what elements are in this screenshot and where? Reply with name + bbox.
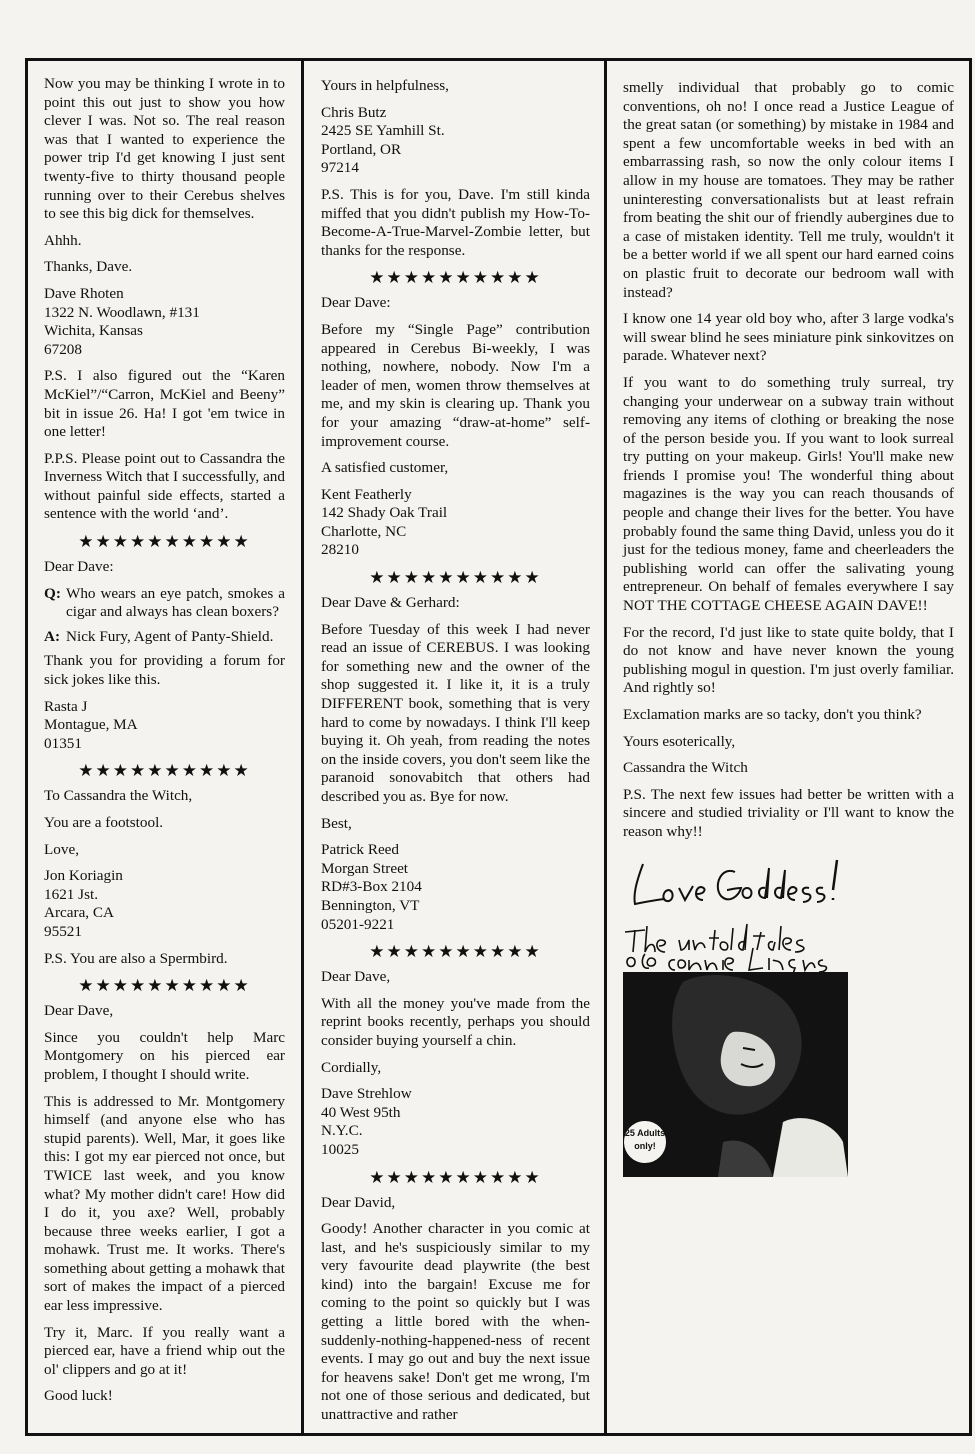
address-line: Montague, MA: [44, 716, 138, 734]
address-line: 142 Shady Oak Trail: [321, 504, 448, 522]
star-divider: ★★★★★★★★★★: [369, 942, 542, 963]
address-line: 97214: [321, 159, 359, 177]
address-line: Arcara, CA: [44, 904, 114, 922]
letter-paragraph: For the record, I'd just like to state quite boldy, that I do not know and have never known the young publishing mogul in question. I'm just overly familiar. And rightly so!: [623, 623, 954, 697]
letter-paragraph: Since you couldn't help Marc Montgomery on his pierced ear problem, I thought I should write.: [44, 1028, 285, 1083]
handwritten-illustration: [623, 852, 848, 1182]
address-line: Charlotte, NC: [321, 522, 407, 540]
star-divider: ★★★★★★★★★★: [78, 976, 251, 997]
address-line: Chris Butz: [321, 103, 387, 121]
question-text: Who wears an eye patch, smokes a cigar and always has clean boxers?: [66, 584, 285, 621]
untold-tales-handwriting: [623, 918, 848, 974]
address-line: Dave Strehlow: [321, 1085, 412, 1103]
postscript: P.P.S. Please point out to Cassandra the Inverness Witch that I successfully, and without painful side effects, started a sentence with the world ‘and’.: [44, 449, 285, 523]
postscript: P.S. You are also a Spermbird.: [44, 949, 228, 967]
letter-paragraph: Goody! Another character in you comic at last, and he's suspiciously similar to my very favourite dead playwrite (the best kind) into the bargain! Excuse me for coming to the point so quickly but I was getting a little bored with the when-suddenly-nothing-happened-ness of recent events. I may go out and buy the next issue for heavens sake! Don't get me wrong, I'm not one of those serious and dedicated, but unattractive and rather: [321, 1220, 590, 1424]
letter-paragraph: This is addressed to Mr. Montgomery himself (and anyone else who has stupid parents). Well, Mar, it goes like this: I got my ear pierced not once, but TWICE last week, and you know what? My mother didn't care! How did I do it, you axe? Well, probably because three weeks earlier, I got a mohawk. Trust me. It works. There's something about getting a mohawk that sort of makes the impact of a pierced ear less impressive.: [44, 1092, 285, 1315]
star-divider: ★★★★★★★★★★: [369, 1167, 542, 1188]
sender-address: [44, 285, 285, 359]
letter-salutation: Dear Dave & Gerhard:: [321, 594, 460, 612]
column-1: [28, 61, 304, 1433]
sender-address: [321, 1085, 590, 1159]
letter-salutation: Dear Dave,: [321, 968, 391, 986]
address-line: Bennington, VT: [321, 896, 420, 914]
address-line: 28210: [321, 541, 359, 559]
address-line: Dave Rhoten: [44, 284, 124, 302]
letter-paragraph: Exclamation marks are so tacky, don't you think?: [623, 706, 922, 723]
letters-page: [25, 58, 972, 1436]
sticker-text: 25 Adults: [624, 1127, 666, 1138]
address-line: 1322 N. Woodlawn, #131: [44, 303, 200, 321]
sender-address: [321, 841, 590, 934]
letter-paragraph: If you want to do something truly surreal, try changing your underwear on a subway train without removing any items of clothing or breaking the nose of the person beside you. If you want to look surreal try putting on your makeup. Girls! You'll make new friends I promise you! The wonderful thing about magazines is the way you can reach thousands of people and change their lives for the better. You have probably found the same thing David, unless you do it just for the tedious money, fame and cheerleaders the publishing world can offer the salivating young entrepreneur. On behalf of females everywhere I say NOT THE COTTAGE CHEESE AGAIN DAVE!!: [623, 373, 954, 615]
star-divider: ★★★★★★★★★★: [369, 268, 542, 289]
address-line: Kent Featherly: [321, 485, 412, 503]
letter-closing: Cordially,: [321, 1058, 382, 1076]
star-divider: ★★★★★★★★★★: [78, 532, 251, 553]
address-line: Morgan Street: [321, 859, 409, 877]
postscript: P.S. This is for you, Dave. I'm still kinda miffed that you didn't publish my How-To-Become-A-True-Marvel-Zombie letter, but thanks for the response.: [321, 185, 590, 259]
letter-closing: Best,: [321, 814, 352, 832]
question: [44, 585, 285, 622]
address-line: N.Y.C.: [321, 1122, 363, 1140]
sender-address: [321, 486, 590, 560]
letter-paragraph: smelly individual that probably go to comic conventions, oh no! I once read a Justice League of the great satan (or something) by mistake in 1984 and spent a few uncomfortable weeks in bed with an embarrassing rash, so now the only colour items I allow in my house are tomatoes. They may be rather uninteresting conversationalists but at least refrain from beating the shit our of friendly aubergines due to a case of mistaken identity. Tell me truly, wouldn't it be a better world if we all spent our hard earned coins on plastic fruit to decorate our bedroom wall with instead?: [623, 79, 954, 301]
letter-paragraph: You are a footstool.: [44, 814, 164, 831]
question-label: Q:: [44, 584, 61, 602]
address-line: RD#3-Box 2104: [321, 878, 422, 896]
star-divider: ★★★★★★★★★★: [78, 761, 251, 782]
address-line: Wichita, Kansas: [44, 322, 143, 340]
letter-closing: Yours esoterically,: [623, 732, 736, 750]
letter-salutation: Dear Dave:: [44, 558, 114, 576]
column-2: [304, 61, 607, 1433]
illustration-figure: [623, 972, 848, 1177]
letter-closing: Good luck!: [44, 1387, 113, 1405]
letter-paragraph: Before Tuesday of this week I had never read an issue of CEREBUS. I was looking for something new and the owner of the shop suggested it. I like it, it is a truly DIFFERENT book, something that is very hard to come by nowadays. I think I'll keep buying it. Oh yeah, from reading the notes on the inside covers, you don't seem like the paranoid sonovabitch that others had described you as. Bye for now.: [321, 620, 590, 805]
letter-closing: Yours in helpfulness,: [321, 77, 449, 94]
address-line: Patrick Reed: [321, 841, 400, 859]
address-line: Rasta J: [44, 697, 88, 715]
sender-address: [321, 104, 590, 178]
letter-paragraph: Thank you for providing a forum for sick jokes like this.: [44, 652, 285, 689]
address-line: 05201-9221: [321, 915, 395, 933]
sender-address: [44, 867, 285, 941]
column-3: [607, 61, 969, 1433]
letter-paragraph: Now you may be thinking I wrote in to point this out just to show you how clever I was. Not so. The real reason was that I wanted to experience the power trip I'd get knowing I just sent twenty-five to thirty thousand people running over to their Cerebus shelves to see this big dick for themselves.: [44, 75, 285, 223]
postscript: P.S. The next few issues had better be written with a sincere and studied triviality or I'll want to know the reason why!!: [623, 785, 954, 840]
letter-paragraph: I know one 14 year old boy who, after 3 large vodka's will swear blind he sees miniature pink sinkovitzes on parade. Whatever next?: [623, 310, 954, 365]
letter-salutation: Dear Dave:: [321, 294, 391, 312]
sticker-text: only!: [634, 1140, 656, 1151]
answer-label: A:: [44, 627, 61, 645]
letter-paragraph: Try it, Marc. If you really want a pierced ear, have a friend whip out the ol' clippers and go at it!: [44, 1323, 285, 1378]
letter-salutation: To Cassandra the Witch,: [44, 787, 193, 805]
illustration-dark-panel: [623, 972, 848, 1177]
love-goddess-handwriting: [623, 852, 848, 922]
address-line: Portland, OR: [321, 140, 402, 158]
address-line: 01351: [44, 734, 82, 752]
address-line: 2425 SE Yamhill St.: [321, 122, 445, 140]
postscript: P.S. I also figured out the “Karen McKiel”/“Carron, McKiel and Beeny” bit in issue 26. Ha! I got 'em twice in one letter!: [44, 367, 285, 441]
star-divider: ★★★★★★★★★★: [369, 568, 542, 589]
letter-salutation: Dear Dave,: [44, 1002, 114, 1020]
answer-text: Nick Fury, Agent of Panty-Shield.: [66, 627, 274, 645]
address-line: Jon Koriagin: [44, 867, 123, 885]
address-line: 10025: [321, 1140, 359, 1158]
address-line: 95521: [44, 922, 82, 940]
letter-signature: Cassandra the Witch: [623, 759, 748, 777]
address-line: 1621 Jst.: [44, 885, 99, 903]
letter-closing: Thanks, Dave.: [44, 258, 133, 276]
letter-closing: A satisfied customer,: [321, 459, 449, 477]
letter-paragraph: Ahhh.: [44, 231, 82, 249]
letter-salutation: Dear David,: [321, 1193, 396, 1211]
letter-paragraph: With all the money you've made from the reprint books recently, perhaps you should consider buying yourself a chin.: [321, 994, 590, 1049]
address-line: 67208: [44, 340, 82, 358]
letter-closing: Love,: [44, 840, 80, 858]
letter-paragraph: Before my “Single Page” contribution appeared in Cerebus Bi-weekly, I was nothing, nowhere, nobody. Now I'm a leader of men, women throw themselves at me, and my skin is clearing up. Thank you for your amazing “draw-at-home” self-improvement course.: [321, 320, 590, 450]
sender-address: [44, 698, 285, 754]
answer: [44, 628, 285, 647]
address-line: 40 West 95th: [321, 1103, 401, 1121]
